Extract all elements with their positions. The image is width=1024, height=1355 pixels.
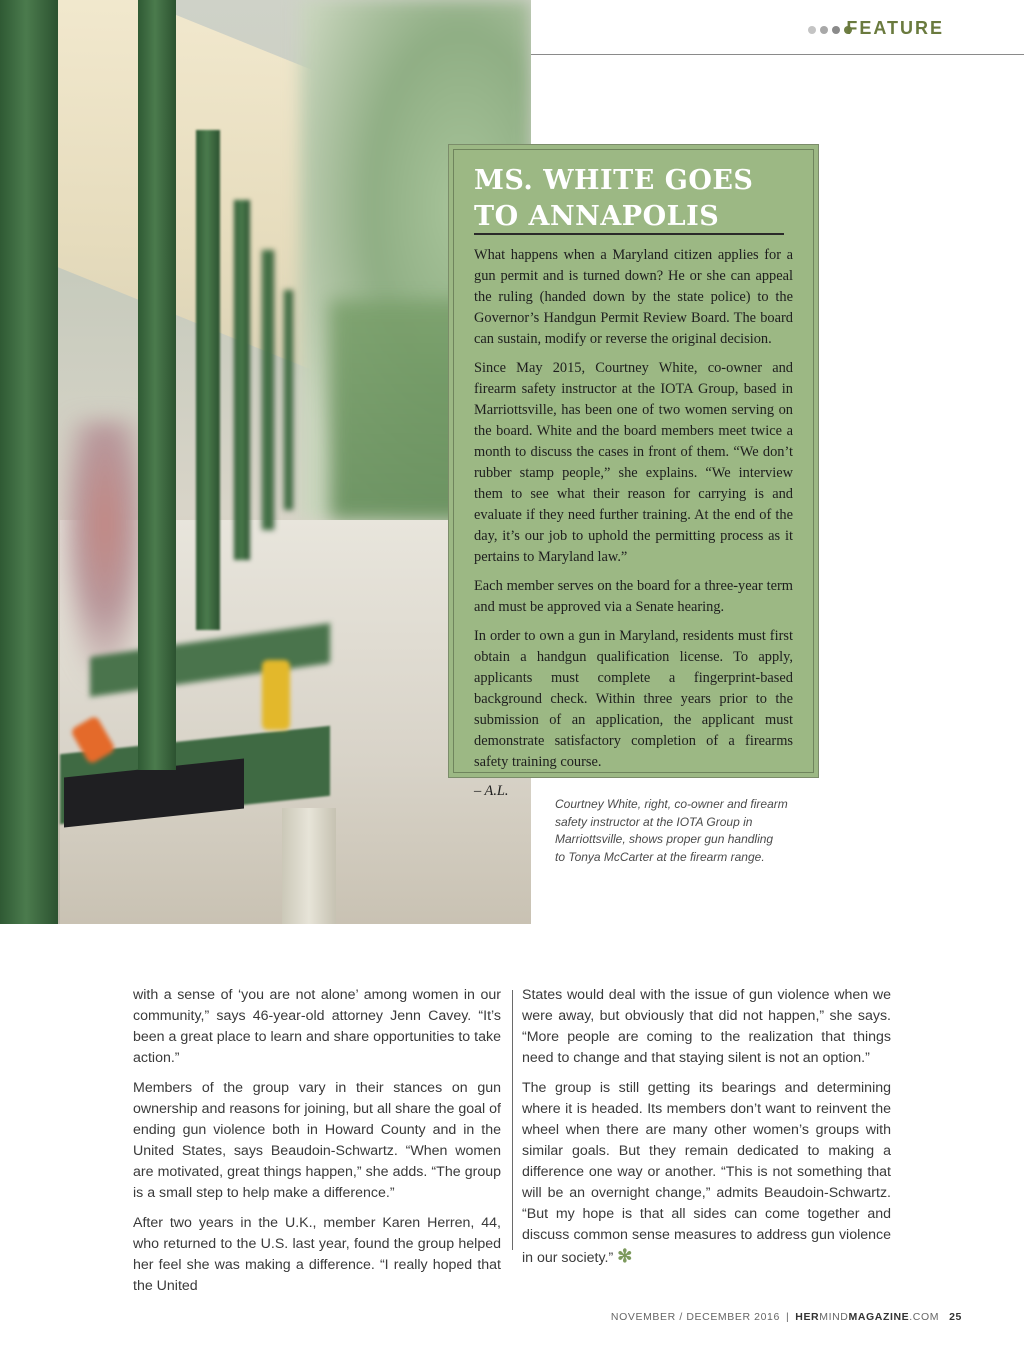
section-label: FEATURE xyxy=(846,18,944,38)
caption-line: Marriottsville, shows proper gun handling xyxy=(555,832,774,846)
site-name-suffix: .COM xyxy=(909,1311,940,1323)
green-post xyxy=(234,200,250,560)
sidebar-title-rule xyxy=(474,233,784,235)
page-footer xyxy=(611,1311,962,1323)
page-header xyxy=(531,0,1024,55)
site-name-part: MAGAZINE xyxy=(848,1311,910,1323)
body-column-right xyxy=(522,985,891,1278)
sidebar-title-line: MS. WHITE GOES xyxy=(474,165,754,196)
issue-date: NOVEMBER / DECEMBER 2016 xyxy=(610,1311,780,1323)
dot-icon xyxy=(820,26,828,34)
sidebar-title xyxy=(474,163,784,235)
dot-icon xyxy=(832,26,840,34)
green-post xyxy=(138,0,176,770)
sidebar-signature: – A.L. xyxy=(474,783,509,799)
footer-separator: | xyxy=(785,1311,790,1323)
sidebar-box xyxy=(448,144,819,799)
yellow-item xyxy=(262,660,290,730)
end-mark-icon: ✻ xyxy=(617,1246,633,1266)
body-paragraph: After two years in the U.K., member Karen Herren, 44, who returned to the U.S. last year, found the group helped her feel she was making a difference. “I really hoped that the United xyxy=(133,1215,501,1294)
column-divider xyxy=(512,990,513,1250)
site-name-part: MIND xyxy=(819,1311,849,1323)
dot-icon xyxy=(808,26,816,34)
green-post xyxy=(196,130,220,630)
photo-caption xyxy=(555,796,795,866)
sidebar-paragraph: Since May 2015, Courtney White, co-owner and firearm safety instructor at the IOTA Group, based in Marriottsville, has been one of two women serving on the board. White and the board members meet twice a month to discuss the cases in front of them. “We don’t rubber stamp people,” she explains. “We interview them to see what their reason for carrying is and evaluate if they need further training. At the end of the day, it’s our job to uphold the permitting process as it pertains to Maryland law.” xyxy=(474,360,793,565)
green-post xyxy=(284,290,293,510)
body-paragraph xyxy=(522,1078,891,1269)
site-name-part: HER xyxy=(795,1311,820,1323)
sidebar-body xyxy=(474,245,793,810)
body-paragraph: States would deal with the issue of gun violence when we were away, but obviously that did not happen,” she says. “More people are coming to the realization that things need to change and that staying silent is not an option.” xyxy=(522,987,891,1066)
blurred-people xyxy=(60,420,150,680)
wooden-rail xyxy=(282,808,336,924)
caption-line: safety instructor at the IOTA Group in xyxy=(555,814,753,829)
body-column-left xyxy=(133,985,501,1306)
page-number: 25 xyxy=(949,1311,962,1323)
body-paragraph-text: The group is still getting its bearings and determining where it is headed. Its members don’t want to reinvent the wheel when there are many other women’s groups with similar goals. But they remain dedicated to making a difference one way or another. “This is not something that will be an overnight change,” admits Beaudoin-Schwartz. “But my hope is that all sides can come together and discuss common sense measures to address gun violence in our society.” xyxy=(522,1080,891,1266)
sidebar-paragraph: In order to own a gun in Maryland, residents must first obtain a handgun qualification license. To apply, applicants must complete a fingerprint-based background check. Within three years prior to the submission of an application, the applicant must demonstrate satisfactory completion of a firearms safety training course. xyxy=(474,628,793,770)
sidebar-paragraph: What happens when a Maryland citizen applies for a gun permit and is turned down? He or she can appeal the ruling (handed down by the state police) to the Governor’s Handgun Permit Review Board. The board can sustain, modify or reverse the original decision. xyxy=(474,247,793,347)
green-post-foreground xyxy=(0,0,58,924)
green-post xyxy=(262,250,274,530)
caption-line: to Tonya McCarter at the firearm range. xyxy=(555,849,765,864)
sidebar-title-line: TO ANNAPOLIS xyxy=(474,201,720,232)
caption-line: Courtney White, right, co-owner and firearm xyxy=(555,797,788,811)
body-paragraph: with a sense of ‘you are not alone’ among women in our community,” says 46-year-old attorney Jenn Cavey. “It’s been a great place to learn and share opportunities to take action.” xyxy=(133,987,501,1066)
body-paragraph: Members of the group vary in their stances on gun ownership and reasons for joining, but all share the goal of ending gun violence both in Howard County and in the United States, says Beaudoin-Schwartz. “When women are motivated, great things happen,” she adds. “The group is a small step to help make a difference.” xyxy=(133,1080,501,1201)
sidebar-paragraph: Each member serves on the board for a three-year term and must be approved via a Senate hearing. xyxy=(474,578,793,615)
